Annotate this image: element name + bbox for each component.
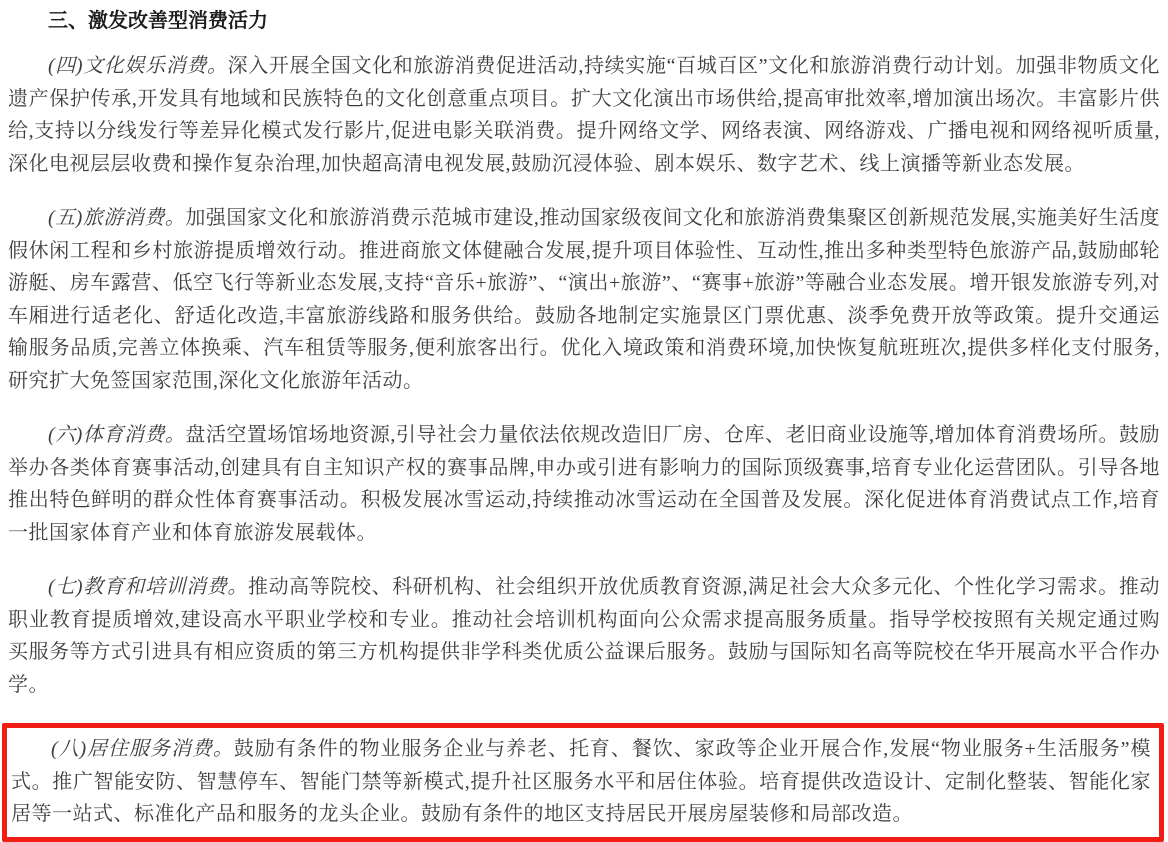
paragraph-5-lead: (五)旅游消费。 bbox=[48, 207, 186, 229]
paragraph-4-lead: (四)文化娱乐消费。 bbox=[48, 55, 228, 77]
paragraph-8-lead: (八)居住服务消费。 bbox=[51, 738, 234, 760]
section-heading: 三、激发改善型消费活力 bbox=[48, 10, 268, 32]
highlight-annotation-box bbox=[2, 723, 1164, 842]
paragraph-6-body: 盘活空置场馆场地资源,引导社会力量依法依规改造旧厂房、仓库、老旧商业设施等,增加体育消费场所。鼓励举办各类体育赛事活动,创建具有自主知识产权的赛事品牌,申办或引进有影响力的国际顶级赛事,培育专业化运营团队。引导各地推出特色鲜明的群众性体育赛事活动。积极发展冰雪运动,持续推动冰雪运动在全国普及发展。深化促进体育消费试点工作,培育一批国家体育产业和体育旅游发展载体。 bbox=[8, 424, 1161, 544]
paragraph-item-6 bbox=[8, 419, 1160, 549]
paragraph-4-body: 深入开展全国文化和旅游消费促进活动,持续实施“百城百区”文化和旅游消费行动计划。加强非物质文化遗产保护传承,开发具有地域和民族特色的文化创意重点项目。扩大文化演出市场供给,提高审批效率,增加演出场次。丰富影片供给,支持以分线发行等差异化模式发行影片,促进电影关联消费。提升网络文学、网络表演、网络游戏、广播电视和网络视听质量,深化电视层层收费和操作复杂治理,加快超高清电视发展,鼓励沉浸体验、剧本娱乐、数字艺术、线上演播等新业态发展。 bbox=[8, 55, 1160, 175]
paragraph-7-body: 推动高等院校、科研机构、社会组织开放优质教育资源,满足社会大众多元化、个性化学习需求。推动职业教育提质增效,建设高水平职业学校和专业。推动社会培训机构面向公众需求提高服务质量。指导学校按照有关规定通过购买服务等方式引进具有相应资质的第三方机构提供非学科类优质公益课后服务。鼓励与国际知名高等院校在华开展高水平合作办学。 bbox=[8, 576, 1161, 696]
paragraph-item-7 bbox=[8, 571, 1160, 701]
paragraph-6-lead: (六)体育消费。 bbox=[48, 424, 186, 446]
paragraph-5-body: 加强国家文化和旅游消费示范城市建设,推动国家级夜间文化和旅游消费集聚区创新规范发展,实施美好生活度假休闲工程和乡村旅游提质增效行动。推进商旅文体健融合发展,提升项目体验性、互动性,推出多种类型特色旅游产品,鼓励邮轮游艇、房车露营、低空飞行等新业态发展,支持“音乐+旅游”、“演出+旅游”、“赛事+旅游”等融合业态发展。增开银发旅游专列,对车厢进行适老化、舒适化改造,丰富旅游线路和服务供给。鼓励各地制定实施景区门票优惠、淡季免费开放等政策。提升交通运输服务品质,完善立体换乘、汽车租赁等服务,便利旅客出行。优化入境政策和消费环境,加快恢复航班班次,提供多样化支付服务,研究扩大免签国家范围,深化文化旅游年活动。 bbox=[8, 207, 1161, 392]
paragraph-item-8 bbox=[11, 733, 1151, 831]
paragraph-item-4 bbox=[8, 50, 1160, 180]
paragraph-7-lead: (七)教育和培训消费。 bbox=[48, 576, 248, 598]
paragraph-item-5 bbox=[8, 202, 1160, 397]
paragraph-8-body: 鼓励有条件的物业服务企业与养老、托育、餐饮、家政等企业开展合作,发展“物业服务+生活服务”模式。推广智能安防、智慧停车、智能门禁等新模式,提升社区服务水平和居住体验。培育提供改造设计、定制化整装、智能化家居等一站式、标准化产品和服务的龙头企业。鼓励有条件的地区支持居民开展房屋装修和局部改造。 bbox=[11, 738, 1151, 825]
